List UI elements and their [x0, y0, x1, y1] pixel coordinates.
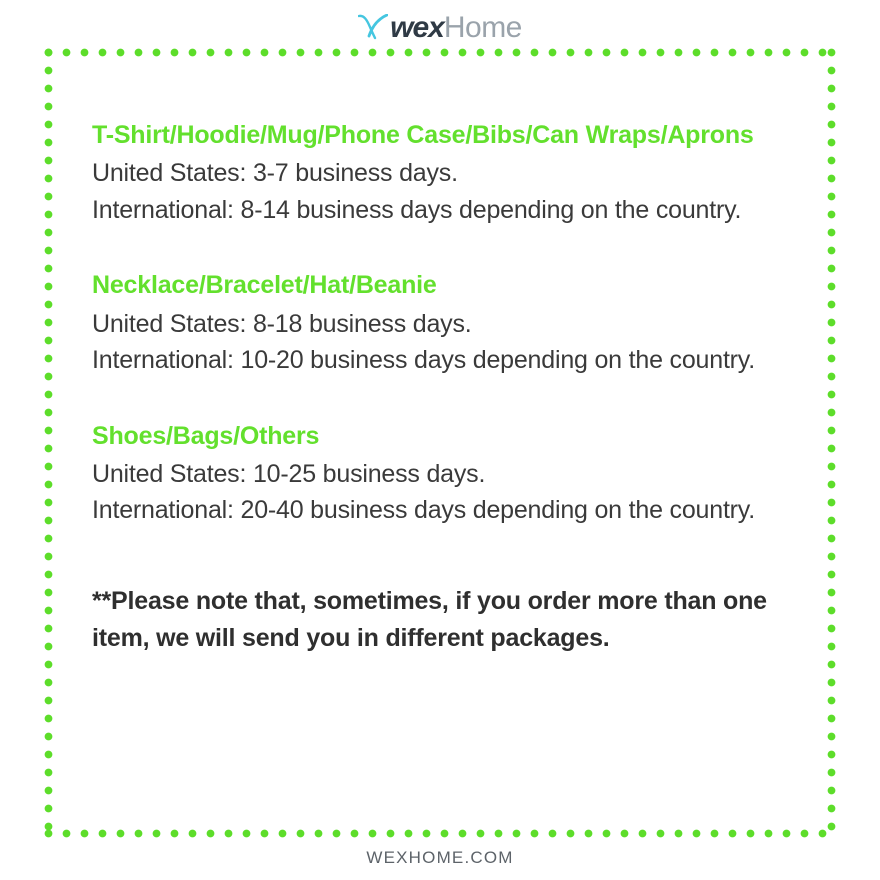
section-line-international: International: 20-40 business days depending on the country.	[92, 496, 756, 525]
frame-border-right	[827, 48, 836, 838]
section-title: Shoes/Bags/Others	[92, 421, 320, 450]
checkmark-swoosh-icon	[358, 14, 388, 40]
section-line-domestic: United States: 10-25 business days.	[92, 459, 486, 488]
section-title: Necklace/Bracelet/Hat/Beanie	[92, 271, 437, 300]
section-line-domestic: United States: 3-7 business days.	[92, 159, 458, 188]
brand-name-bold: wex	[390, 11, 444, 44]
shipping-note: **Please note that, sometimes, if you order more than one item, we will send you in different packages.	[92, 586, 767, 652]
shipping-section-accessories	[92, 270, 792, 378]
section-line-international: International: 10-20 business days depending on the country.	[92, 346, 756, 374]
shipping-sections	[92, 120, 792, 657]
brand-header	[0, 10, 880, 46]
frame-border-left	[44, 48, 53, 838]
section-title: T-Shirt/Hoodie/Mug/Phone Case/Bibs/Can Wraps/Aprons	[92, 121, 754, 149]
section-line-domestic: United States: 8-18 business days.	[92, 309, 472, 338]
shipping-section-shoes-bags	[92, 421, 792, 529]
brand-name-light: Home	[443, 11, 522, 44]
frame-border-bottom	[44, 829, 836, 838]
brand-logo	[358, 11, 522, 45]
shipping-section-apparel	[92, 120, 792, 228]
frame-border-top	[44, 48, 836, 57]
section-line-international: International: 8-14 business days depending on the country.	[92, 195, 742, 224]
footer-website: WEXHOME.COM	[366, 848, 514, 867]
